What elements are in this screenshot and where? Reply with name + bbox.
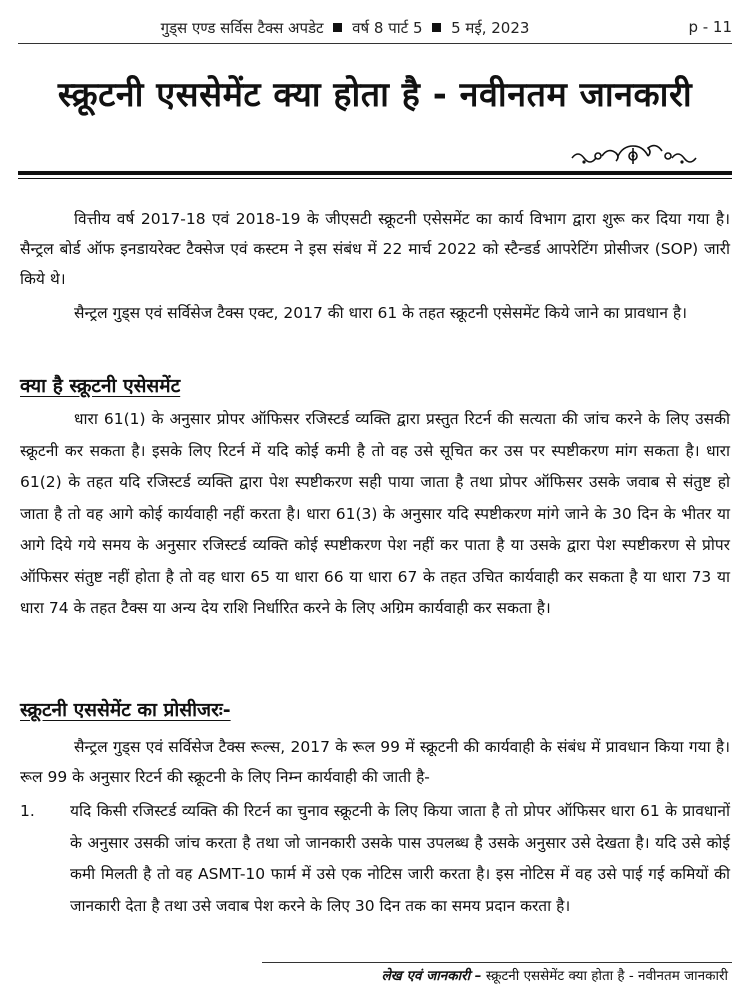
list-item-number: 1. (20, 802, 35, 820)
header-meta (18, 18, 672, 38)
square-bullet-icon (432, 23, 441, 32)
header-divider (18, 43, 732, 44)
paragraph-text: सैन्ट्रल गुड्स एवं सर्विसेज टैक्स एक्ट, 2017 की धारा 61 के तहत स्क्रूटनी एसेसमेंट किये जाने का प्रावधान है। (74, 304, 687, 322)
section-heading-procedure: स्क्रूटनी एससेमेंट का प्रोसीजरः- (20, 699, 231, 721)
footer-label: लेख एवं जानकारी – (381, 968, 482, 984)
running-footer (382, 966, 728, 984)
list-item (20, 796, 730, 922)
page-number: p - 11 (688, 18, 732, 36)
issue-date: 5 मई, 2023 (451, 19, 530, 37)
intro-paragraph-2 (20, 298, 730, 328)
list-item-text: यदि किसी रजिस्टर्ड व्यक्ति की रिटर्न का चुनाव स्क्रूटनी के लिए किया जाता है तो प्रोपर ऑफिसर धारा 61 के प्रावधानों के अनुसार उसकी जांच करता है तथा जो जानकारी उसके पास उपलब्ध है उसके अनुसार उसे देखता है। यदि उसे कोई कमी मिलती है तो वह ASMT-10 फार्म में उसे एक नोटिस जारी करता है। इस नोटिस में वह उसे पाई गई कमियों की जानकारी देता है तथा उसे जवाब पेश करने के लिए 30 दिन तक का समय प्रदान करता है। (70, 802, 730, 915)
intro-paragraph-1 (20, 204, 730, 294)
paragraph-text: सैन्ट्रल गुड्स एवं सर्विसेज टैक्स रूल्स, 2017 के रूल 99 में स्क्रूटनी की कार्यवाही के संबंध में प्रावधान किया गया है। रूल 99 के अनुसार रिटर्न की स्क्रूटनी के लिए निम्न कार्यवाही की जाती है- (20, 738, 730, 786)
footer-divider (262, 962, 732, 963)
ornament-flourish-icon (568, 143, 698, 169)
section-heading-what-is-scrutiny: क्या है स्क्रूटनी एसेसमेंट (20, 375, 181, 397)
paragraph-text: वित्तीय वर्ष 2017-18 एवं 2018-19 के जीएसटी स्क्रूटनी एसेसमेंट का कार्य विभाग द्वारा शुरू कर दिया गया है। सैन्ट्रल बोर्ड ऑफ इनडायरेक्ट टैक्सेज एवं कस्टम ने इस संबंध में 22 मार्च 2022 को स्टैन्डर्ड आपरेटिंग प्रोसीजर (SOP) जारी किये थे। (20, 210, 730, 288)
section2-paragraph (20, 732, 730, 792)
article-title: स्क्रूटनी एससेमेंट क्या होता है - नवीनतम जानकारी (57, 75, 693, 115)
running-header (18, 18, 732, 42)
paragraph-text: धारा 61(1) के अनुसार प्रोपर ऑफिसर रजिस्टर्ड व्यक्ति द्वारा प्रस्तुत रिटर्न की सत्यता की जांच करने के लिए उसकी स्क्रूटनी कर सकता है। इसके लिए रिटर्न में यदि कोई कमी है तो वह उसे सूचित कर उस पर स्पष्टीकरण मांग सकता है। धारा 61(2) के तहत यदि रजिस्टर्ड व्यक्ति द्वारा पेश स्पष्टीकरण सही पाया जाता है तथा प्रोपर ऑफिसर उसके जवाब से संतुष्ट हो जाता है तो वह आगे कोई कार्यवाही नहीं करता है। धारा 61(3) के अनुसार यदि स्पष्टीकरण मांगे जाने के 30 दिन के भीतर या आगे दिये गये समय के अनुसार रजिस्टर्ड व्यक्ति कोई स्पष्टीकरण पेश नहीं कर पाता है या उसके द्वारा पेश स्पष्टीकरण से प्रोपर ऑफिसर संतुष्ट नहीं होता है तो वह धारा 65 या धारा 66 या धारा 67 के तहत उचित कार्यवाही कर सकता है या धारा 73 या धारा 74 के तहत टैक्स या अन्य देय राशि निर्धारित करने के लिए अग्रिम कार्यवाही कर सकता है। (20, 410, 730, 617)
square-bullet-icon (333, 23, 342, 32)
publication-name: गुड्स एण्ड सर्विस टैक्स अपडेट (160, 19, 324, 37)
title-divider-thin (18, 178, 732, 179)
footer-title: स्क्रूटनी एससेमेंट क्या होता है - नवीनतम जानकारी (485, 968, 728, 984)
issue-number: वर्ष 8 पार्ट 5 (352, 19, 423, 37)
section1-paragraph (20, 404, 730, 625)
title-divider-thick (18, 171, 732, 175)
